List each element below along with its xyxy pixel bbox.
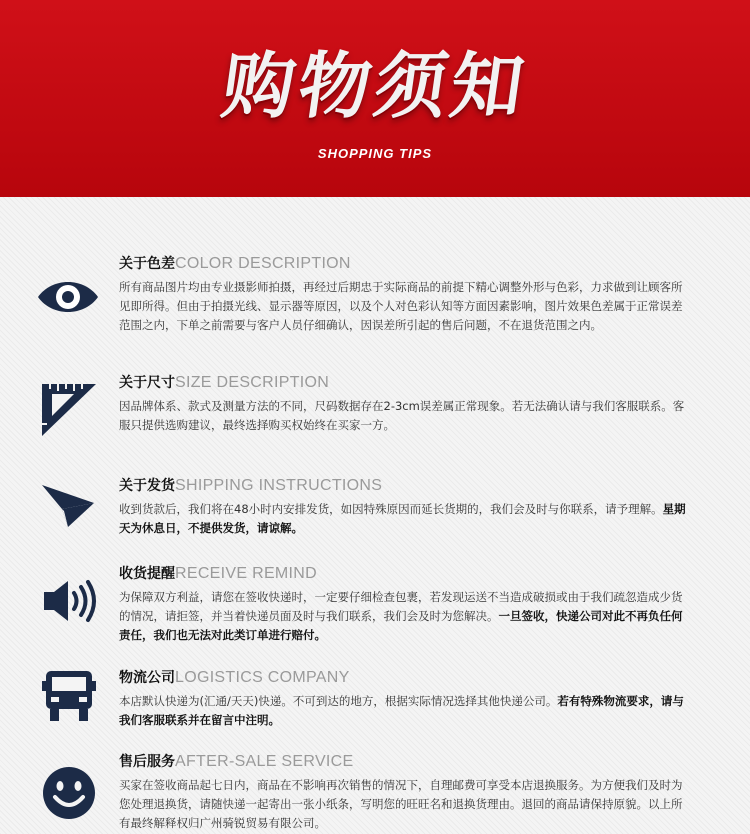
section-heading (119, 372, 329, 392)
eye-icon (36, 275, 100, 335)
section-heading (119, 563, 317, 583)
section-body: 买家在签收商品起七日内，商品在不影响再次销售的情况下，自理邮费可享受本店退换服务。为方便我们及时为您处理退换货，请随快递一起寄出一张小纸条，写明您的旺旺名和退换货理由。退回的商品请保持原貌。以上所有最终解释权归广州骑锐贸易有限公司。 (119, 778, 683, 830)
section-heading (119, 475, 382, 495)
heading-cn: 售后服务 (119, 754, 175, 770)
heading-en: AFTER-SALE SERVICE (175, 753, 354, 770)
section-body-bold: 若有特殊物流要求，请与我们客服联系并在留言中注明。 (119, 694, 684, 727)
banner-title: 购物须知 (217, 44, 533, 128)
heading-cn: 关于色差 (119, 256, 175, 272)
heading-en: SIZE DESCRIPTION (175, 374, 330, 391)
section-body: 所有商品图片均由专业摄影师拍摄，再经过后期忠于实际商品的前提下精心调整外形与色彩，力求做到让顾客所见即所得。但由于拍摄光线、显示器等原因，以及个人对色彩认知等方面因素影响，图片效果色差属于正常误差范围之内，下单之前需要与客户人员仔细确认，因误差所引起的售后问题，不在退货范围之内。 (119, 280, 683, 332)
heading-en: SHIPPING INSTRUCTIONS (175, 477, 383, 494)
section-body-bold: 一旦签收，快递公司对此不再负任何责任，我们也无法对此类订单进行赔付。 (119, 609, 683, 642)
smiley-icon (42, 766, 106, 826)
heading-en: LOGISTICS COMPANY (175, 669, 350, 686)
banner-subtitle: SHOPPING TIPS (317, 146, 433, 161)
paper-plane-icon (40, 479, 104, 539)
section-heading (119, 751, 354, 771)
section-text (119, 397, 689, 435)
header-banner (0, 0, 750, 197)
section-text (119, 278, 689, 335)
section-text (119, 500, 689, 538)
section-text (119, 692, 689, 730)
heading-en: RECEIVE REMIND (175, 565, 317, 582)
section-heading (119, 667, 350, 687)
heading-cn: 关于尺寸 (119, 375, 175, 391)
section-body: 收到货款后，我们将在48小时内安排发货，如因特殊原因而延长货期的，我们会及时与你联系，请予理解。 (119, 502, 663, 516)
section-body: 因品牌体系、款式及测量方法的不同，尺码数据存在2-3cm误差属正常现象。若无法确认请与我们客服联系。客服只提供选购建议，最终选择购买权始终在买家一方。 (119, 399, 685, 432)
section-body-bold: 星期天为休息日，不提供发货，请谅解。 (119, 502, 686, 535)
truck-icon (42, 669, 106, 729)
heading-en: COLOR DESCRIPTION (175, 255, 351, 272)
section-text (119, 588, 689, 645)
ruler-triangle-icon (40, 382, 104, 442)
section-body: 本店默认快递为(汇通/天天)快递。不可到达的地方，根据实际情况选择其他快递公司。 (119, 694, 558, 708)
speaker-icon (42, 579, 106, 639)
section-heading (119, 253, 351, 273)
heading-cn: 物流公司 (119, 670, 175, 686)
heading-cn: 收货提醒 (119, 566, 175, 582)
section-text (119, 776, 689, 833)
heading-cn: 关于发货 (119, 478, 175, 494)
section-body: 为保障双方利益，请您在签收快递时，一定要仔细检查包裹，若发现运送不当造成破损或由于我们疏忽造成少货的情况，请拒签，并当着快递员面及时与我们联系，我们会及时为您解决。 (119, 590, 683, 623)
